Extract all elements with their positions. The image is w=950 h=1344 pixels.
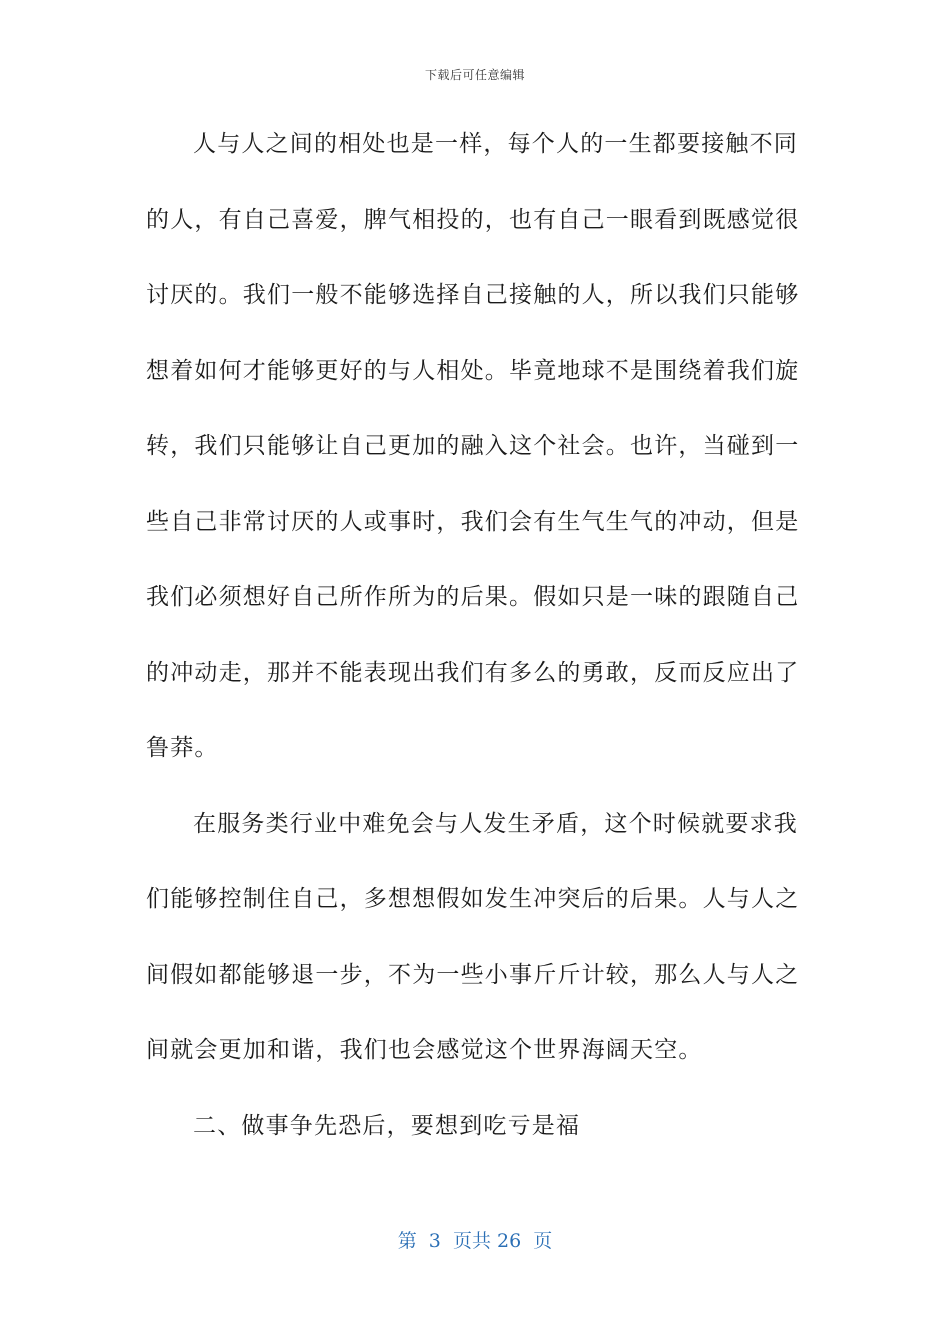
section-heading: 二、做事争先恐后，要想到吃亏是福 — [193, 1112, 581, 1139]
paragraph-line: 在服务类行业中难免会与人发生矛盾，这个时候就要求我 — [193, 810, 798, 837]
paragraph-line: 人与人之间的相处也是一样，每个人的一生都要接触不同 — [193, 131, 798, 157]
page-number: 第 3 页共 26 页 — [397, 1230, 553, 1252]
paragraph-line: 的冲动走，那并不能表现出我们有多么的勇敢，反而反应出了 — [146, 659, 800, 686]
paragraph-line: 我们必须想好自己所作所为的后果。假如只是一味的跟随自己 — [146, 584, 800, 610]
paragraph-line: 些自己非常讨厌的人或事时，我们会有生气生气的冲动，但是 — [146, 508, 800, 535]
paragraph-line: 的人，有自己喜爱，脾气相投的，也有自己一眼看到既感觉很 — [146, 206, 800, 233]
paragraph-line: 转，我们只能够让自己更加的融入这个社会。也许，当碰到一 — [146, 433, 800, 459]
paragraph-line: 想着如何才能够更好的与人相处。毕竟地球不是围绕着我们旋 — [146, 357, 800, 384]
paragraph-line: 们能够控制住自己，多想想假如发生冲突后的后果。人与人之 — [146, 886, 800, 912]
paragraph-line: 间就会更加和谐，我们也会感觉这个世界海阔天空。 — [146, 1037, 703, 1063]
document-body — [146, 124, 800, 1181]
header-note: 下载后可任意编辑 — [424, 68, 525, 82]
paragraph-line: 讨厌的。我们一般不能够选择自己接触的人，所以我们只能够 — [146, 282, 800, 308]
paragraph-line: 间假如都能够退一步，不为一些小事斤斤计较，那么人与人之 — [146, 961, 800, 988]
paragraph-line: 鲁莽。 — [146, 735, 219, 761]
